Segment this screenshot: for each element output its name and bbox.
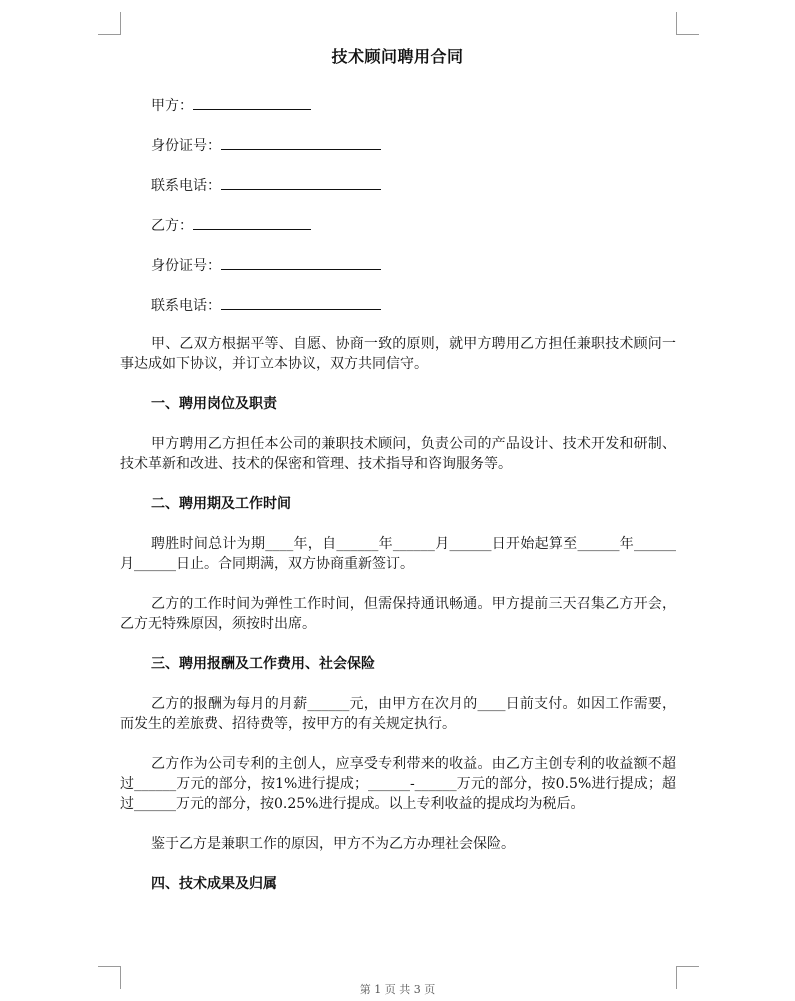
section-3-paragraph-1: 乙方的报酬为每月的月薪______元，由甲方在次月的____日前支付。如因工作需要，而发生的差旅费、招待费等，按甲方的有关规定执行。 (120, 696, 676, 732)
party-a-field[interactable] (120, 94, 676, 114)
party-b-phone-field[interactable] (120, 294, 676, 314)
document-title: 技术顾问聘用合同 (331, 47, 464, 66)
document-body (120, 94, 676, 914)
section-1-heading: 一、聘用岗位及职责 (151, 396, 277, 412)
section-2-paragraph-2: 乙方的工作时间为弹性工作时间，但需保持通讯畅通。甲方提前三天召集乙方开会，乙方无特殊原因，须按时出席。 (120, 596, 676, 632)
page-number-footer: 第 1 页 共 3 页 (359, 983, 436, 996)
crop-mark-top-right (676, 12, 699, 35)
party-b-label: 乙方： (151, 218, 193, 234)
party-b-id-label: 身份证号： (151, 258, 221, 274)
party-a-id-blank[interactable] (221, 134, 381, 150)
party-a-phone-blank[interactable] (221, 174, 381, 190)
party-b-id-field[interactable] (120, 254, 676, 274)
intro-paragraph: 甲、乙双方根据平等、自愿、协商一致的原则，就甲方聘用乙方担任兼职技术顾问一事达成如下协议，并订立本协议，双方共同信守。 (120, 336, 676, 372)
party-a-blank[interactable] (193, 94, 311, 110)
section-3-heading: 三、聘用报酬及工作费用、社会保险 (151, 656, 375, 672)
crop-mark-top-left (98, 12, 121, 35)
party-b-phone-blank[interactable] (221, 294, 381, 310)
party-a-id-field[interactable] (120, 134, 676, 154)
party-a-id-label: 身份证号： (151, 138, 221, 154)
party-a-phone-label: 联系电话： (151, 178, 221, 194)
section-3-paragraph-2: 乙方作为公司专利的主创人，应享受专利带来的收益。由乙方主创专利的收益额不超过______万元的部分，按1%进行提成；______-______万元的部分，按0.5%进行提成；超过______万元的部分，按0.25%进行提成。以上专利收益的提成均为税后。 (120, 756, 676, 812)
party-a-label: 甲方： (151, 98, 193, 114)
section-4-heading: 四、技术成果及归属 (151, 876, 277, 892)
section-3-paragraph-3: 鉴于乙方是兼职工作的原因，甲方不为乙方办理社会保险。 (151, 836, 515, 852)
party-b-phone-label: 联系电话： (151, 298, 221, 314)
party-a-phone-field[interactable] (120, 174, 676, 194)
party-b-blank[interactable] (193, 214, 311, 230)
section-1-paragraph: 甲方聘用乙方担任本公司的兼职技术顾问，负责公司的产品设计、技术开发和研制、技术革新和改进、技术的保密和管理、技术指导和咨询服务等。 (120, 436, 676, 472)
section-2-paragraph-1: 聘胜时间总计为期____年，自______年______月______日开始起算至______年______月______日止。合同期满，双方协商重新签订。 (120, 536, 676, 572)
section-2-heading: 二、聘用期及工作时间 (151, 496, 291, 512)
party-b-id-blank[interactable] (221, 254, 381, 270)
party-b-field[interactable] (120, 214, 676, 234)
